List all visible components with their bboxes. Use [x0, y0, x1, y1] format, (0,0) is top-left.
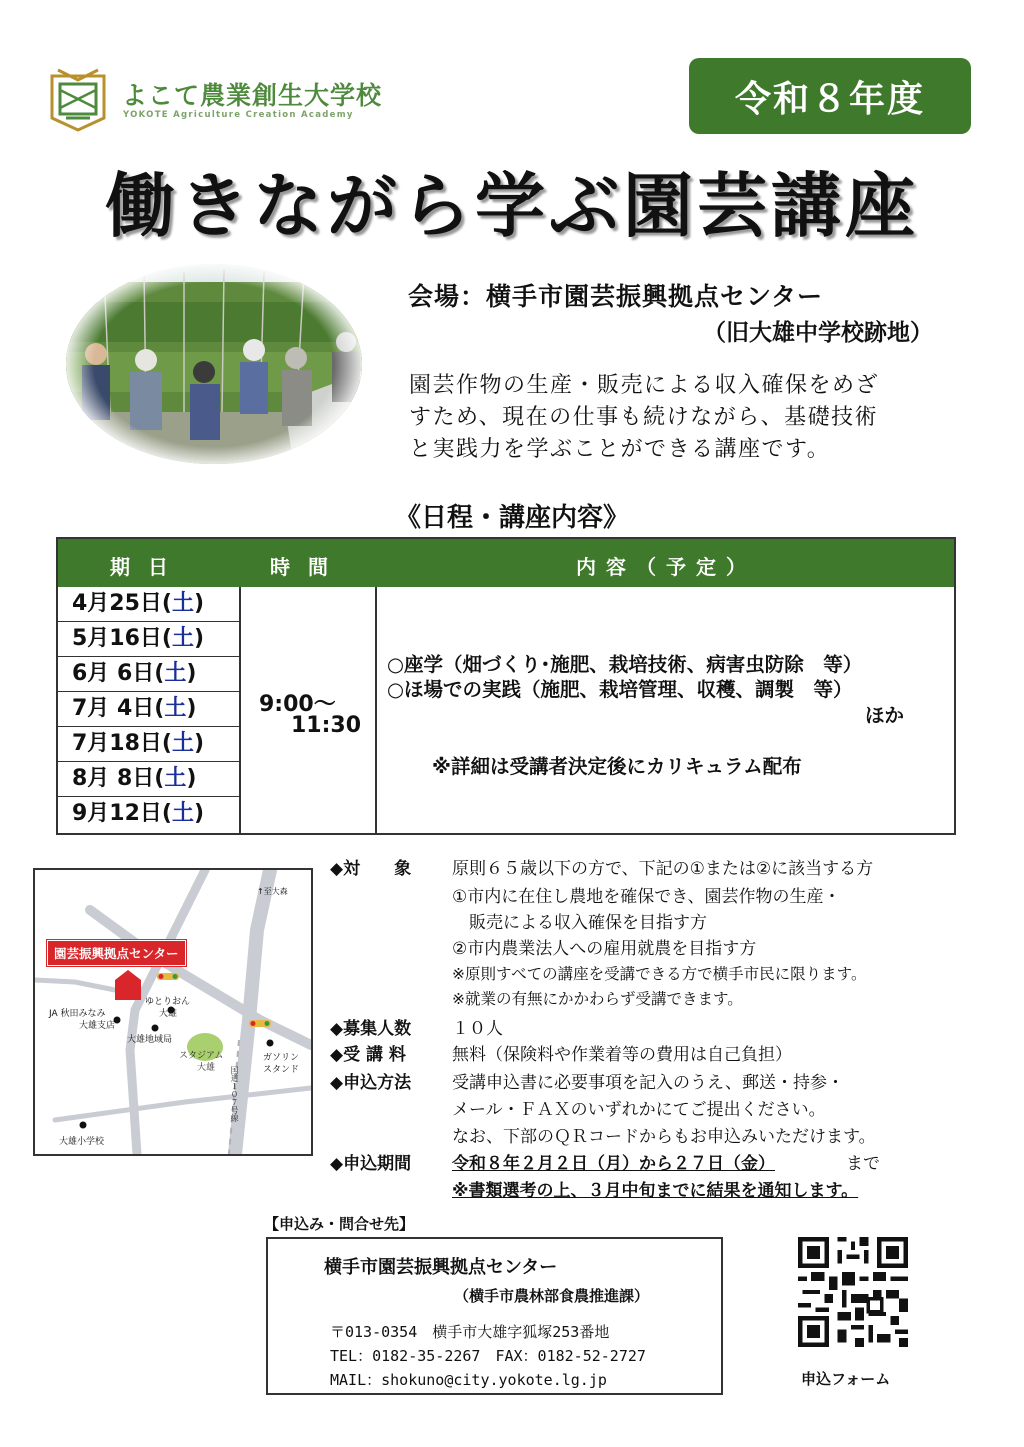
contact-department: （横手市農林部食農推進課）: [454, 1287, 650, 1305]
weekday-saturday: 土: [171, 591, 194, 616]
contact-email[interactable]: MAIL：shokuno@city.yokote.lg.jp: [330, 1371, 607, 1389]
content-note: ※詳細は受講者決定後にカリキュラム配布: [432, 755, 802, 778]
fee-label: ◆受 講 料: [330, 1045, 406, 1065]
map-label-ja-branch: 大雄支店: [79, 1021, 116, 1031]
capacity-value: １０人: [452, 1019, 503, 1039]
table-row: 7月 4日(土): [58, 692, 239, 727]
weekday-saturday: 土: [171, 626, 194, 651]
target-condition-1-cont: 販売による収入確保を目指す方: [452, 913, 707, 933]
contact-box: [266, 1237, 723, 1395]
content-column: [377, 587, 954, 833]
method-line-2: メール・ＦＡＸのいずれかにてご提出ください。: [452, 1100, 826, 1120]
map-label-yutorion: ゆとりおん: [145, 997, 191, 1007]
map-label-stadium: スタジアム: [179, 1051, 224, 1061]
period-note: ※書類選考の上、３月中旬までに結果を通知します。: [452, 1181, 859, 1201]
map-label-gas: ガソリン: [263, 1053, 300, 1063]
period-value: 令和８年２月２日（月）から２７日（金）: [452, 1154, 775, 1174]
table-row: 5月16日(土): [58, 622, 239, 657]
map-label-yutorion-area: 大雄: [159, 1009, 178, 1019]
target-text: 原則６５歳以下の方で、下記の①または②に該当する方: [452, 859, 874, 879]
weekday-saturday: 土: [171, 731, 194, 756]
weekday-saturday: 土: [164, 696, 187, 721]
map-center-label: 園芸振興拠点センター: [47, 940, 186, 966]
contact-address: 〒013-0354 横手市大雄字狐塚253番地: [330, 1323, 610, 1341]
time-end: 11:30: [291, 713, 362, 738]
method-label: ◆申込方法: [330, 1073, 412, 1093]
map-label-school: 大雄小学校: [59, 1137, 105, 1147]
map-label-gas-station: スタンド: [263, 1065, 300, 1075]
map-label-stadium-area: 大雄: [197, 1063, 216, 1073]
contact-label: 【申込み・問合せ先】: [264, 1215, 415, 1233]
method-line-3: なお、下部のＱＲコードからもお申込みいただけます。: [452, 1127, 876, 1147]
target-condition-2: ②市内農業法人への雇用就農を目指す方: [452, 939, 757, 959]
qr-label: 申込フォーム: [801, 1370, 891, 1388]
header-content: 内容（予定）: [576, 555, 756, 579]
field-photo: [64, 262, 364, 467]
time-column: [241, 587, 377, 833]
date-column: [58, 587, 241, 833]
table-row: 9月12日(土): [72, 801, 205, 826]
description-line: 園芸作物の生産・販売による収入確保をめざ: [409, 373, 880, 398]
content-field-practice: ○ほ場での実践（施肥、栽培管理、収穫、調製 等）: [387, 678, 853, 701]
weekday-saturday: 土: [164, 766, 187, 791]
table-row: 6月 6日(土): [58, 657, 239, 692]
venue-former-site: （旧大雄中学校跡地）: [703, 320, 933, 346]
map-road-direction: ↑至大森: [257, 887, 288, 896]
capacity-label: ◆募集人数: [330, 1019, 412, 1039]
description-line: すため、現在の仕事も続けながら、基礎技術: [409, 405, 879, 430]
weekday-saturday: 土: [164, 661, 187, 686]
academy-name: よこて農業創生大学校: [122, 81, 383, 110]
schedule-table: [56, 537, 956, 835]
target-label: ◆対 象: [330, 859, 412, 879]
period-tail: まで: [846, 1154, 880, 1174]
venue-name: 会場：横手市園芸振興拠点センター: [408, 282, 824, 311]
academy-name-english: YOKOTE Agriculture Creation Academy: [123, 110, 354, 120]
table-header: [58, 539, 954, 587]
map-label-route: 国道１０７号線: [230, 1066, 239, 1122]
method-line-1: 受講申込書に必要事項を記入のうえ、郵送・持参・: [452, 1073, 845, 1093]
year-badge: 令和８年度: [689, 58, 971, 134]
table-row: 4月25日(土): [58, 587, 239, 622]
weekday-saturday: 土: [171, 801, 194, 826]
table-row: 7月18日(土): [58, 727, 239, 762]
content-lecture: ○座学（畑づくり･施肥、栽培技術、病害虫防除 等）: [387, 653, 863, 676]
page-title: 働きながら学ぶ園芸講座: [105, 165, 919, 247]
academy-logo-icon: [48, 66, 108, 132]
time-start: 9:00～: [259, 692, 336, 717]
description-line: と実践力を学ぶことができる講座です。: [409, 437, 831, 462]
map-label-regional-office: 大雄地域局: [127, 1035, 173, 1045]
header-time: 時間: [270, 555, 346, 579]
period-label: ◆申込期間: [330, 1154, 412, 1174]
contact-phone-fax: TEL：0182-35-2267 FAX：0182-52-2727: [330, 1347, 646, 1365]
schedule-heading: 《日程・講座内容》: [394, 503, 629, 533]
course-description: [409, 370, 969, 466]
target-note-2: ※就業の有無にかかわらず受講できます。: [452, 990, 743, 1008]
contact-organization: 横手市園芸振興拠点センター: [324, 1257, 558, 1278]
target-note-1: ※原則すべての講座を受講できる方で横手市民に限ります。: [452, 965, 867, 983]
target-condition-1: ①市内に在住し農地を確保でき、園芸作物の生産・: [452, 887, 841, 907]
map-label-ja: JA 秋田みなみ: [49, 1009, 106, 1019]
location-map: [33, 868, 313, 1156]
content-etc: ほか: [865, 704, 905, 727]
fee-value: 無料（保険料や作業着等の費用は自己負担）: [452, 1045, 792, 1065]
header-date: 期日: [110, 555, 186, 579]
qr-code-icon[interactable]: [794, 1237, 912, 1347]
table-row: 8月 8日(土): [58, 762, 239, 797]
